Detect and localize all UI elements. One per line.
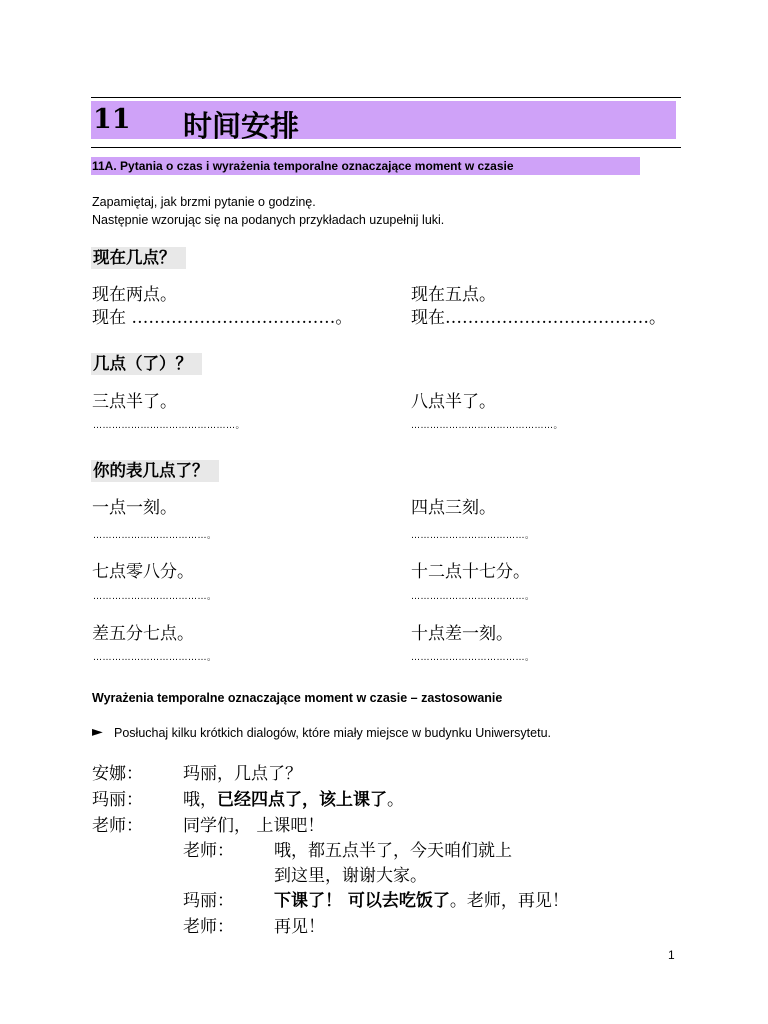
usage-subheading: Wyrażenia temporalne oznaczające moment w czasie – zastosowanie	[92, 691, 503, 705]
fill-blank[interactable]: ………………………………。	[93, 653, 217, 663]
play-arrow-icon: ►	[92, 724, 103, 740]
dialogue-speaker: 玛丽：	[92, 790, 143, 810]
example-sentence: 现在两点。	[92, 285, 177, 305]
fill-blank[interactable]: ………………………………………。	[93, 421, 246, 431]
dialogue-speaker: 玛丽：	[183, 891, 234, 911]
page-number: 1	[668, 948, 675, 962]
example-sentence: 七点零八分。	[92, 562, 194, 582]
dialogue-speaker: 安娜：	[92, 764, 143, 784]
listen-instruction: Posłuchaj kilku krótkich dialogów, które miały miejsce w budynku Uniwersytetu.	[114, 726, 551, 740]
dialogue-speaker: 老师：	[92, 816, 143, 836]
dialogue-speaker: 老师：	[183, 917, 234, 937]
example-sentence: 差五分七点。	[92, 624, 194, 644]
chapter-title: 时间安排	[183, 109, 300, 143]
fill-blank[interactable]: ………………………………。	[411, 531, 535, 541]
example-sentence: 三点半了。	[92, 392, 177, 412]
fill-blank[interactable]: ………………………………。	[93, 531, 217, 541]
fill-blank[interactable]: 现在………………………………。	[411, 308, 666, 328]
question-heading: 现在几点？	[91, 247, 186, 269]
dialogue-speaker: 老师：	[183, 841, 234, 861]
dialogue-line: 再见！	[274, 917, 325, 937]
fill-blank[interactable]: 现在 ………………………………。	[92, 308, 353, 328]
chapter-title-bar	[91, 101, 676, 139]
example-sentence: 一点一刻。	[92, 498, 177, 518]
example-sentence: 现在五点。	[411, 285, 496, 305]
top-rule	[91, 97, 681, 98]
fill-blank[interactable]: ………………………………………。	[411, 421, 564, 431]
dialogue-text: 。	[387, 790, 404, 810]
instruction-1: Zapamiętaj, jak brzmi pytanie o godzinę.	[92, 195, 316, 209]
dialogue-line: 同学们， 上课吧！	[183, 816, 325, 836]
chapter-number: 11	[93, 104, 131, 135]
dialogue-bold-text: 已经四点了，该上课了	[217, 790, 387, 810]
fill-blank[interactable]: ………………………………。	[411, 592, 535, 602]
bottom-rule	[91, 147, 681, 148]
instruction-2: Następnie wzorując się na podanych przykładach uzupełnij luki.	[92, 213, 445, 227]
example-sentence: 十点差一刻。	[411, 624, 513, 644]
dialogue-line	[183, 790, 404, 810]
example-sentence: 四点三刻。	[411, 498, 496, 518]
example-sentence: 八点半了。	[411, 392, 496, 412]
fill-blank[interactable]: ………………………………。	[93, 592, 217, 602]
example-sentence: 十二点十七分。	[411, 562, 530, 582]
dialogue-line: 到这里，谢谢大家。	[274, 866, 427, 886]
section-title: 11A. Pytania o czas i wyrażenia temporalne oznaczające moment w czasie	[92, 159, 514, 173]
dialogue-line: 玛丽，几点了？	[183, 764, 302, 784]
dialogue-text: 。老师，再见！	[449, 891, 569, 911]
dialogue-line	[274, 891, 569, 911]
dialogue-line: 哦，都五点半了，今天咱们就上	[274, 841, 512, 861]
dialogue-bold-text: 下课了！ 可以去吃饭了	[274, 891, 450, 911]
question-heading: 你的表几点了？	[91, 460, 219, 482]
question-heading: 几点（了）？	[91, 353, 202, 375]
dialogue-text: 哦，	[183, 790, 217, 810]
fill-blank[interactable]: ………………………………。	[411, 653, 535, 663]
